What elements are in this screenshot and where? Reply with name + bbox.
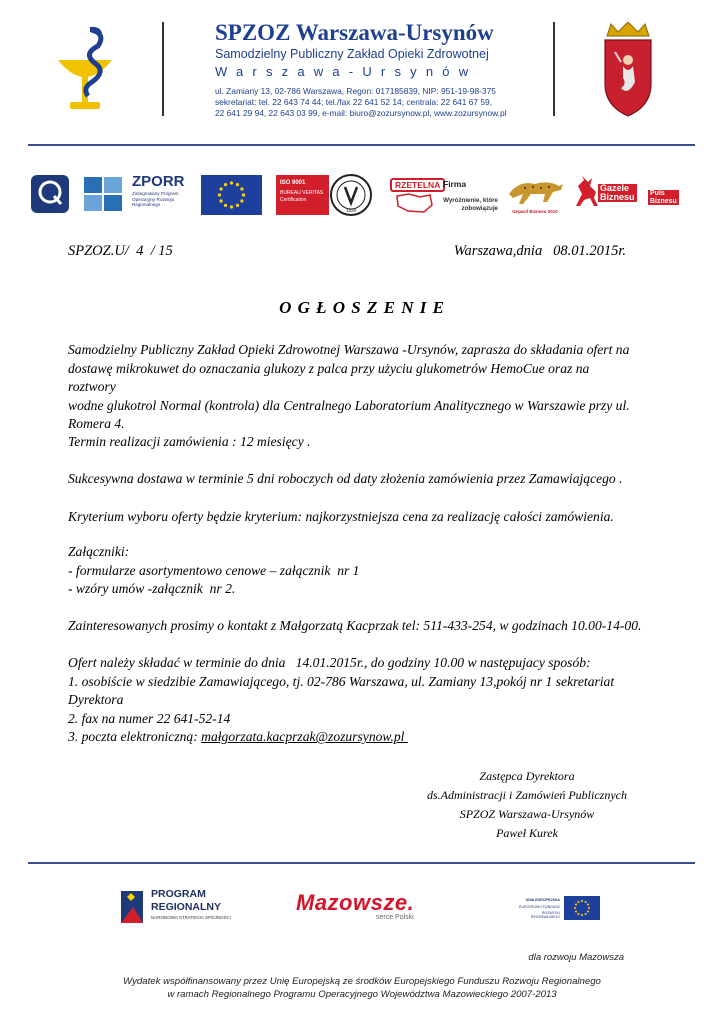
address-line: sekretariat: tel. 22 643 74 44; tel./fax 22 641 52 14; centrala: 22 641 67 59, (215, 97, 493, 107)
offers-method-1-cont: Dyrektora (68, 692, 124, 708)
puls-biznesu-word: Biznesu (650, 197, 677, 205)
offers-block (68, 654, 638, 747)
iso-subtitle: BUREAU VERITAS Certification (280, 190, 324, 203)
gazele-word: Gazele (600, 183, 630, 193)
place-and-date: Warszawa,dnia 08.01.2015r. (453, 243, 626, 259)
dla-rozwoju-text: dla rozwoju Mazowsza (528, 952, 624, 963)
intro-paragraph (68, 341, 638, 434)
mazowsze-tagline: serce Polski (376, 914, 414, 921)
eu-flag-icon (201, 175, 262, 215)
org-city: Warszawa-Ursynów (215, 64, 478, 79)
intro-line: Samodzielny Publiczny Zakład Opieki Zdrowotnej Warszawa -Ursynów, zaprasza do składania ofert na (68, 342, 630, 357)
iso-title: ISO 9001 (280, 180, 306, 186)
header-divider-left (162, 22, 164, 116)
rzetelna-firma-logo (388, 174, 498, 218)
document-reference: SPZOZ.U/ 4 / 15 (68, 243, 173, 259)
gazele-badge (598, 184, 637, 202)
offers-method-3-label: 3. poczta elektroniczną: (68, 729, 202, 745)
attachment-item: - formularze asortymentowo cenowe – załącznik nr 1 (68, 562, 360, 578)
eu-line: EUROPEJSKI FUNDUSZ (519, 905, 560, 909)
footer-rule (28, 862, 695, 864)
zporr-logo (82, 173, 192, 217)
rzetelna-word: Firma (443, 179, 467, 189)
signature-name: Paweł Kurek (496, 826, 558, 840)
eu-fund-logo (512, 896, 602, 924)
contact-email-link[interactable]: małgorzata.kacprzak@zozursynow.pl (201, 729, 408, 745)
zporr-title: ZPORR (132, 173, 185, 190)
intro-line: Romera 4. (68, 416, 125, 432)
mazowsze-wordmark: Mazowsze. (296, 890, 415, 915)
header-rule (28, 144, 695, 146)
gepard-subtitle: Gepard Biznesu 2010 (512, 209, 558, 214)
strategy-subtitle: NARODOWA STRATEGIA SPÓJNOŚCI (151, 915, 232, 920)
header-divider-right (553, 22, 555, 116)
attachments-block (68, 543, 638, 599)
biznesu-word: Biznesu (600, 192, 635, 202)
zporr-subtitle: Zintegrowany Program Operacyjny Rozwoju Regionalnego (132, 191, 179, 208)
puls-biznesu-badge (648, 190, 679, 205)
contact-line: Zainteresowanych prosimy o kontakt z Małgorzatą Kacprzak tel: 511-433-254, w godzinach 10.00-14-00. (68, 618, 642, 633)
address-line: 22 641 29 94, 22 643 03 99, e-mail: biuro@zozursynow.pl, www.zozursynow.pl (215, 108, 507, 118)
program-word: PROGRAM (151, 888, 206, 900)
regionalny-word: REGIONALNY (151, 901, 222, 913)
signature-department: ds.Administracji i Zamówień Publicznych (427, 788, 627, 802)
mazowsze-logo (296, 890, 436, 926)
intro-line: wodne glukotrol Normal (kontrola) dla Centralnego Laboratorium Analitycznego w Warszawie przy ul. (68, 397, 630, 413)
offers-method-3 (68, 728, 638, 747)
attachments-label: Załączniki: (68, 544, 130, 559)
program-regionalny-logo (117, 885, 247, 929)
signature-block (397, 767, 657, 843)
eu-line: UNIA EUROPEJSKA (525, 898, 560, 902)
gepard-biznesu-logo (505, 172, 565, 220)
eu-flag-icon (564, 896, 600, 920)
org-full-name: Samodzielny Publiczny Zakład Opieki Zdrowotnej (215, 47, 489, 61)
term-line: Termin realizacji zamówienia : 12 miesięcy . (68, 434, 311, 449)
document-heading: O G Ł O S Z E N I E (279, 298, 445, 317)
bureau-veritas-seal (329, 173, 373, 217)
offers-method-1: 1. osobiście w siedzibie Zamawiającego, tj. 02-786 Warszawa, ul. Zamiany 13,pokój nr 1 sekretariat (68, 673, 615, 689)
offers-method-2: 2. fax na numer 22 641-52-14 (68, 710, 231, 726)
certificate-logo (30, 174, 70, 214)
warsaw-crest-icon (601, 22, 655, 118)
address-line: ul. Zamiany 13, 02-786 Warszawa, Regon: 017185839, NIP: 951-19-98-375 (215, 86, 496, 96)
warsaw-crest (601, 22, 655, 118)
org-name: SPZOZ Warszawa-Ursynów (215, 20, 494, 45)
bureau-veritas-year: 1828 (345, 208, 356, 213)
gepard-icon (505, 172, 565, 208)
eu-flag (201, 175, 262, 215)
puls-word: Puls (650, 190, 665, 197)
caduceus-bowl-icon (52, 24, 118, 116)
gazele-biznesu-logo (572, 176, 690, 216)
intro-line: dostawę mikrokuwet do oznaczania glukozy z palca przy użyciu glukometrów HemoCue oraz na roztwory (68, 360, 590, 395)
rzetelna-subtitle: Wyróżnienie, które zobowiązuje (443, 197, 498, 212)
hospital-logo (52, 24, 118, 116)
offers-intro: Ofert należy składać w terminie do dnia 14.01.2015r., do godziny 10.00 w następujacy sposób: (68, 655, 591, 670)
signature-organization: SPZOZ Warszawa-Ursynów (459, 807, 595, 821)
rzetelna-title: RZETELNA (395, 180, 441, 190)
delivery-line: Sukcesywna dostawa w terminie 5 dni roboczych od daty złożenia zamówienia przez Zamawiającego . (68, 471, 623, 486)
funding-note-line: Wydatek współfinansowany przez Unię Europejską ze środków Europejskiego Funduszu Rozwoju Regionalnego (123, 976, 601, 987)
iso-certificate-logo (276, 175, 329, 215)
eu-line: ROZWOJU REGIONALNEGO (530, 911, 560, 919)
signature-role: Zastępca Dyrektora (479, 769, 575, 783)
attachment-item: - wzóry umów -załącznik nr 2. (68, 581, 236, 597)
criterion-line: Kryterium wyboru oferty będzie kryterium: najkorzystniejsza cena za realizację całości zamówienia. (68, 509, 614, 524)
funding-note-line: w ramach Regionalnego Programu Operacyjnego Województwa Mazowieckiego 2007-2013 (167, 989, 557, 1000)
